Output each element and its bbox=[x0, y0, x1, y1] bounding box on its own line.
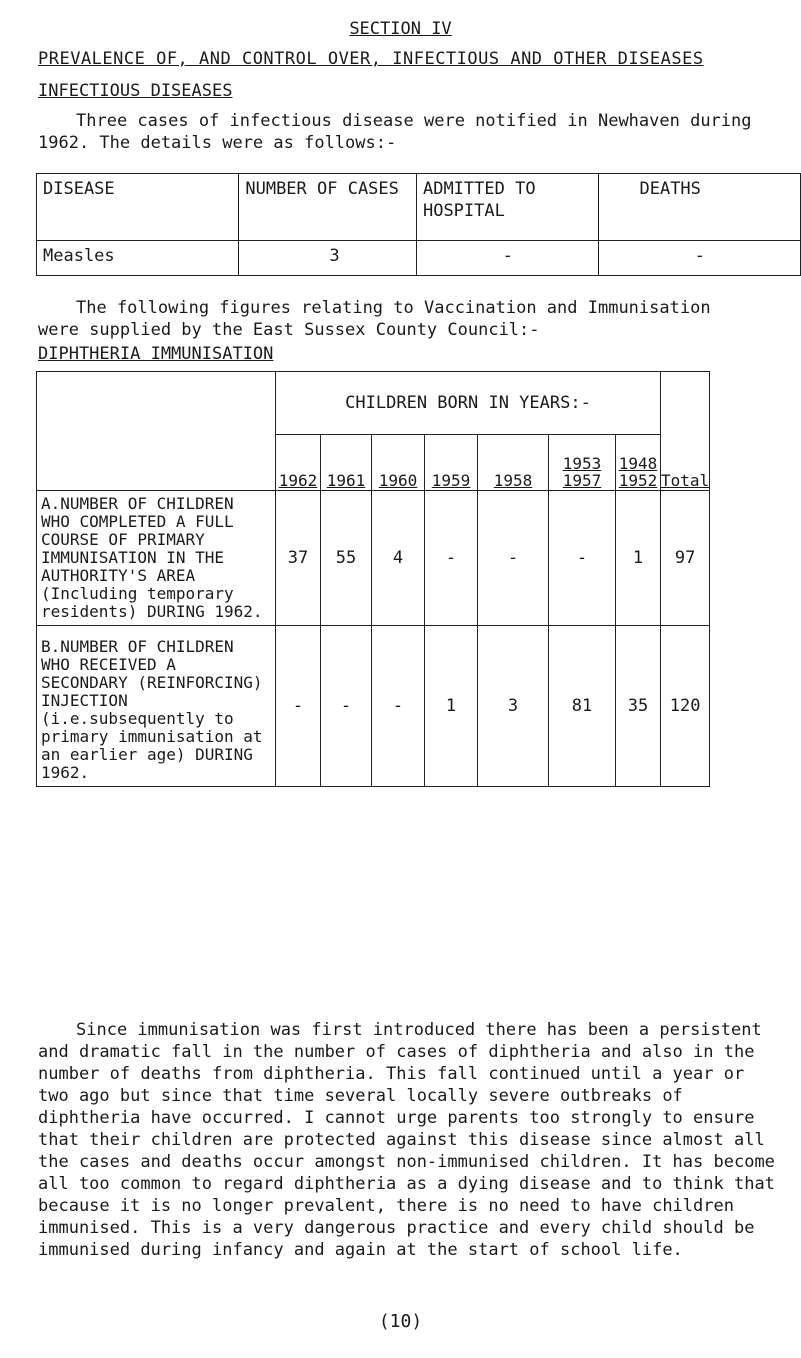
diphtheria-immunisation-table bbox=[36, 371, 710, 787]
total-header: Total bbox=[661, 372, 710, 491]
intro-paragraph: Three cases of infectious disease were notified in Newhaven during 1962. The details were as follows:- bbox=[38, 111, 752, 153]
table-cell: 3 bbox=[239, 241, 417, 276]
year-header: 1959 bbox=[425, 435, 478, 491]
table-row-a bbox=[37, 491, 710, 626]
column-header: DEATHS bbox=[599, 174, 801, 241]
table-cell: 1 bbox=[425, 626, 478, 787]
column-header: ADMITTED TO HOSPITAL bbox=[416, 174, 599, 241]
table-row-b bbox=[37, 626, 710, 787]
table-header-row bbox=[37, 174, 801, 241]
column-header: NUMBER OF CASES bbox=[239, 174, 417, 241]
table-cell: Measles bbox=[37, 241, 239, 276]
table-cell: 35 bbox=[616, 626, 661, 787]
table-cell: - bbox=[425, 491, 478, 626]
table-cell: 37 bbox=[276, 491, 321, 626]
year-header: 1953 1957 bbox=[549, 435, 616, 491]
table-cell: - bbox=[372, 626, 425, 787]
diphtheria-heading: DIPHTHERIA IMMUNISATION bbox=[38, 344, 274, 364]
table-cell: - bbox=[478, 491, 549, 626]
subheading-infectious-diseases: INFECTIOUS DISEASES bbox=[38, 81, 233, 101]
table-cell: 1 bbox=[616, 491, 661, 626]
table-row bbox=[37, 241, 801, 276]
table-cell-total: 120 bbox=[661, 626, 710, 787]
table-cell: - bbox=[416, 241, 599, 276]
table-cell: - bbox=[599, 241, 801, 276]
group-header: CHILDREN BORN IN YEARS:- bbox=[276, 372, 661, 435]
year-header: 1948 1952 bbox=[616, 435, 661, 491]
column-header: DISEASE bbox=[37, 174, 239, 241]
table-group-header-row bbox=[37, 372, 710, 435]
year-header: 1958 bbox=[478, 435, 549, 491]
year-header: 1962 bbox=[276, 435, 321, 491]
table-cell: 55 bbox=[321, 491, 372, 626]
row-label: B.NUMBER OF CHILDREN WHO RECEIVED A SECONDARY (REINFORCING) INJECTION (i.e.subsequently to primary immunisation at an earlier age) DURING 1962. bbox=[37, 626, 276, 787]
table-cell: - bbox=[276, 626, 321, 787]
page-heading: PREVALENCE OF, AND CONTROL OVER, INFECTIOUS AND OTHER DISEASES bbox=[38, 49, 704, 69]
diphtheria-paragraph: Since immunisation was first introduced there has been a persistent and dramatic fall in the number of cases of diphtheria and also in the number of deaths from diphtheria. This fall continued until a year or two ago but since that time several locally severe outbreaks of diphtheria have occurred. I cannot urge parents too strongly to ensure that their children are protected against this disease since almost all the cases and deaths occur amongst non-immunised children. It has become all too common to regard diphtheria as a dying disease and to think that because it is no longer prevalent, there is no need to have children immunised. This is a very dangerous practice and every child should be immunised during infancy and again at the start of school life. bbox=[38, 1020, 775, 1260]
table-cell: 4 bbox=[372, 491, 425, 626]
table-cell: - bbox=[321, 626, 372, 787]
infectious-disease-table bbox=[36, 173, 801, 276]
table-cell: 81 bbox=[549, 626, 616, 787]
table-cell: 3 bbox=[478, 626, 549, 787]
table-cell-total: 97 bbox=[661, 491, 710, 626]
vaccination-paragraph: The following figures relating to Vaccination and Immunisation were supplied by the East Sussex County Council:- bbox=[38, 298, 711, 340]
section-title: SECTION IV bbox=[349, 19, 452, 39]
year-header: 1961 bbox=[321, 435, 372, 491]
page-number: (10) bbox=[378, 1311, 423, 1332]
table-cell: - bbox=[549, 491, 616, 626]
row-label: A.NUMBER OF CHILDREN WHO COMPLETED A FULL COURSE OF PRIMARY IMMUNISATION IN THE AUTHORITY'S AREA (Including temporary residents) DURING 1962. bbox=[37, 491, 276, 626]
year-header: 1960 bbox=[372, 435, 425, 491]
